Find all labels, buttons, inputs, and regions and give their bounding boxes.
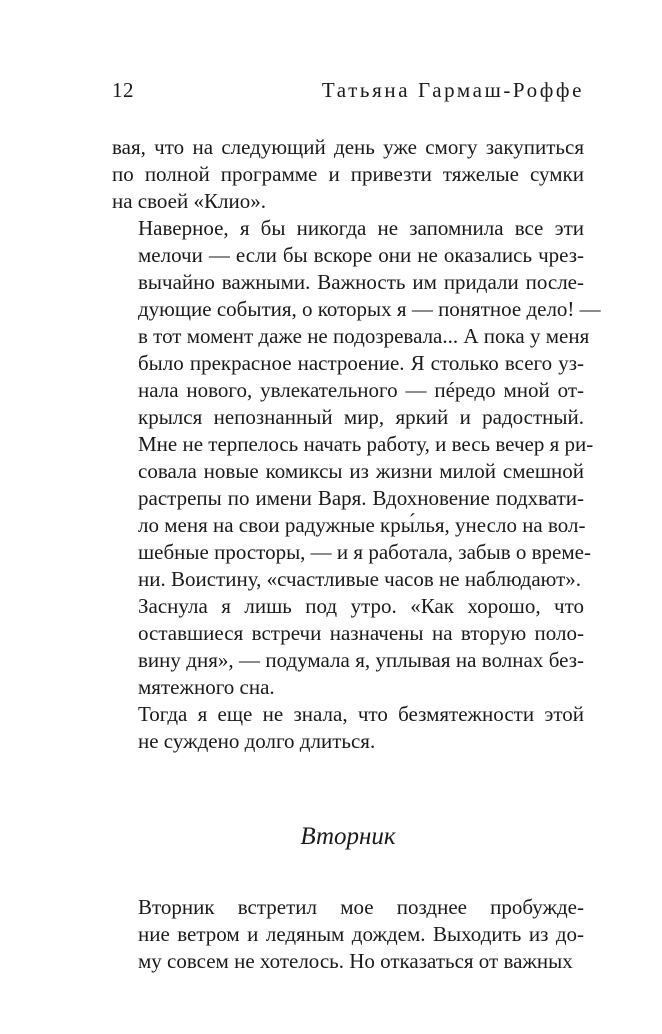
paragraph <box>112 894 584 975</box>
text-line: Вторник встретил мое позднее пробужде- <box>138 895 584 919</box>
text-line: мелочи — если бы вскоре они не оказались чрез- <box>138 243 584 267</box>
text-line: вычайно важными. Важность им придали после- <box>138 270 584 294</box>
text-line: вая, что на следующий день уже смогу закупиться <box>112 135 584 159</box>
paragraph <box>112 701 584 755</box>
text-line: было прекрасное настроение. Я столько всего уз- <box>138 351 584 375</box>
chapter-body-text <box>112 894 584 975</box>
running-head <box>112 78 584 118</box>
text-line: вину дня», — подумала я, уплывая на волнах без- <box>138 648 584 672</box>
text-line: шебные просторы, — и я работала, забыв о време- <box>138 540 591 564</box>
text-line: мятежного сна. <box>138 675 275 699</box>
text-line: дующие события, о которых я — понятное дело! — <box>138 297 601 321</box>
text-line: по полной программе и привезти тяжелые сумки <box>112 162 584 186</box>
text-line: в тот момент даже не подозревала... А пока у меня <box>138 324 590 348</box>
text-line: Мне не терпелось начать работу, и весь вечер я ри- <box>138 432 594 456</box>
text-line: не суждено долго длиться. <box>138 729 376 753</box>
text-line: ние ветром и ледяным дождем. Выходить из до- <box>138 922 584 946</box>
text-line: Наверное, я бы никогда не запомнила все эти <box>138 216 584 240</box>
text-line: растрепы по имени Варя. Вдохновение подхвати- <box>138 486 584 510</box>
chapter-heading: Вторник <box>300 823 396 850</box>
book-page <box>112 78 601 975</box>
text-line: оставшиеся встречи назначены на вторую поло- <box>138 621 584 645</box>
text-line: нала нового, увлекательного — пéредо мной от- <box>138 378 584 402</box>
running-title: Татьяна Гармаш-Роффе <box>321 78 584 102</box>
text-line: ло меня на свои радужные кры́лья, унесло на вол- <box>138 513 586 537</box>
paragraph <box>112 593 584 701</box>
page-number: 12 <box>112 78 134 102</box>
paragraph <box>112 134 584 215</box>
text-line: Заснула я лишь под утро. «Как хорошо, что <box>138 594 584 618</box>
paragraph <box>112 215 601 593</box>
text-line: совала новые комиксы из жизни милой смешной <box>138 459 584 483</box>
body-text <box>112 134 601 755</box>
text-line: му совсем не хотелось. Но отказаться от важных <box>138 949 573 973</box>
text-line: ни. Воистину, «счастливые часов не наблюдают». <box>138 567 582 591</box>
text-line: крылся непознанный мир, яркий и радостный. <box>138 405 584 429</box>
text-line: на своей «Клио». <box>112 189 266 213</box>
text-line: Тогда я еще не знала, что безмятежности этой <box>138 702 584 726</box>
